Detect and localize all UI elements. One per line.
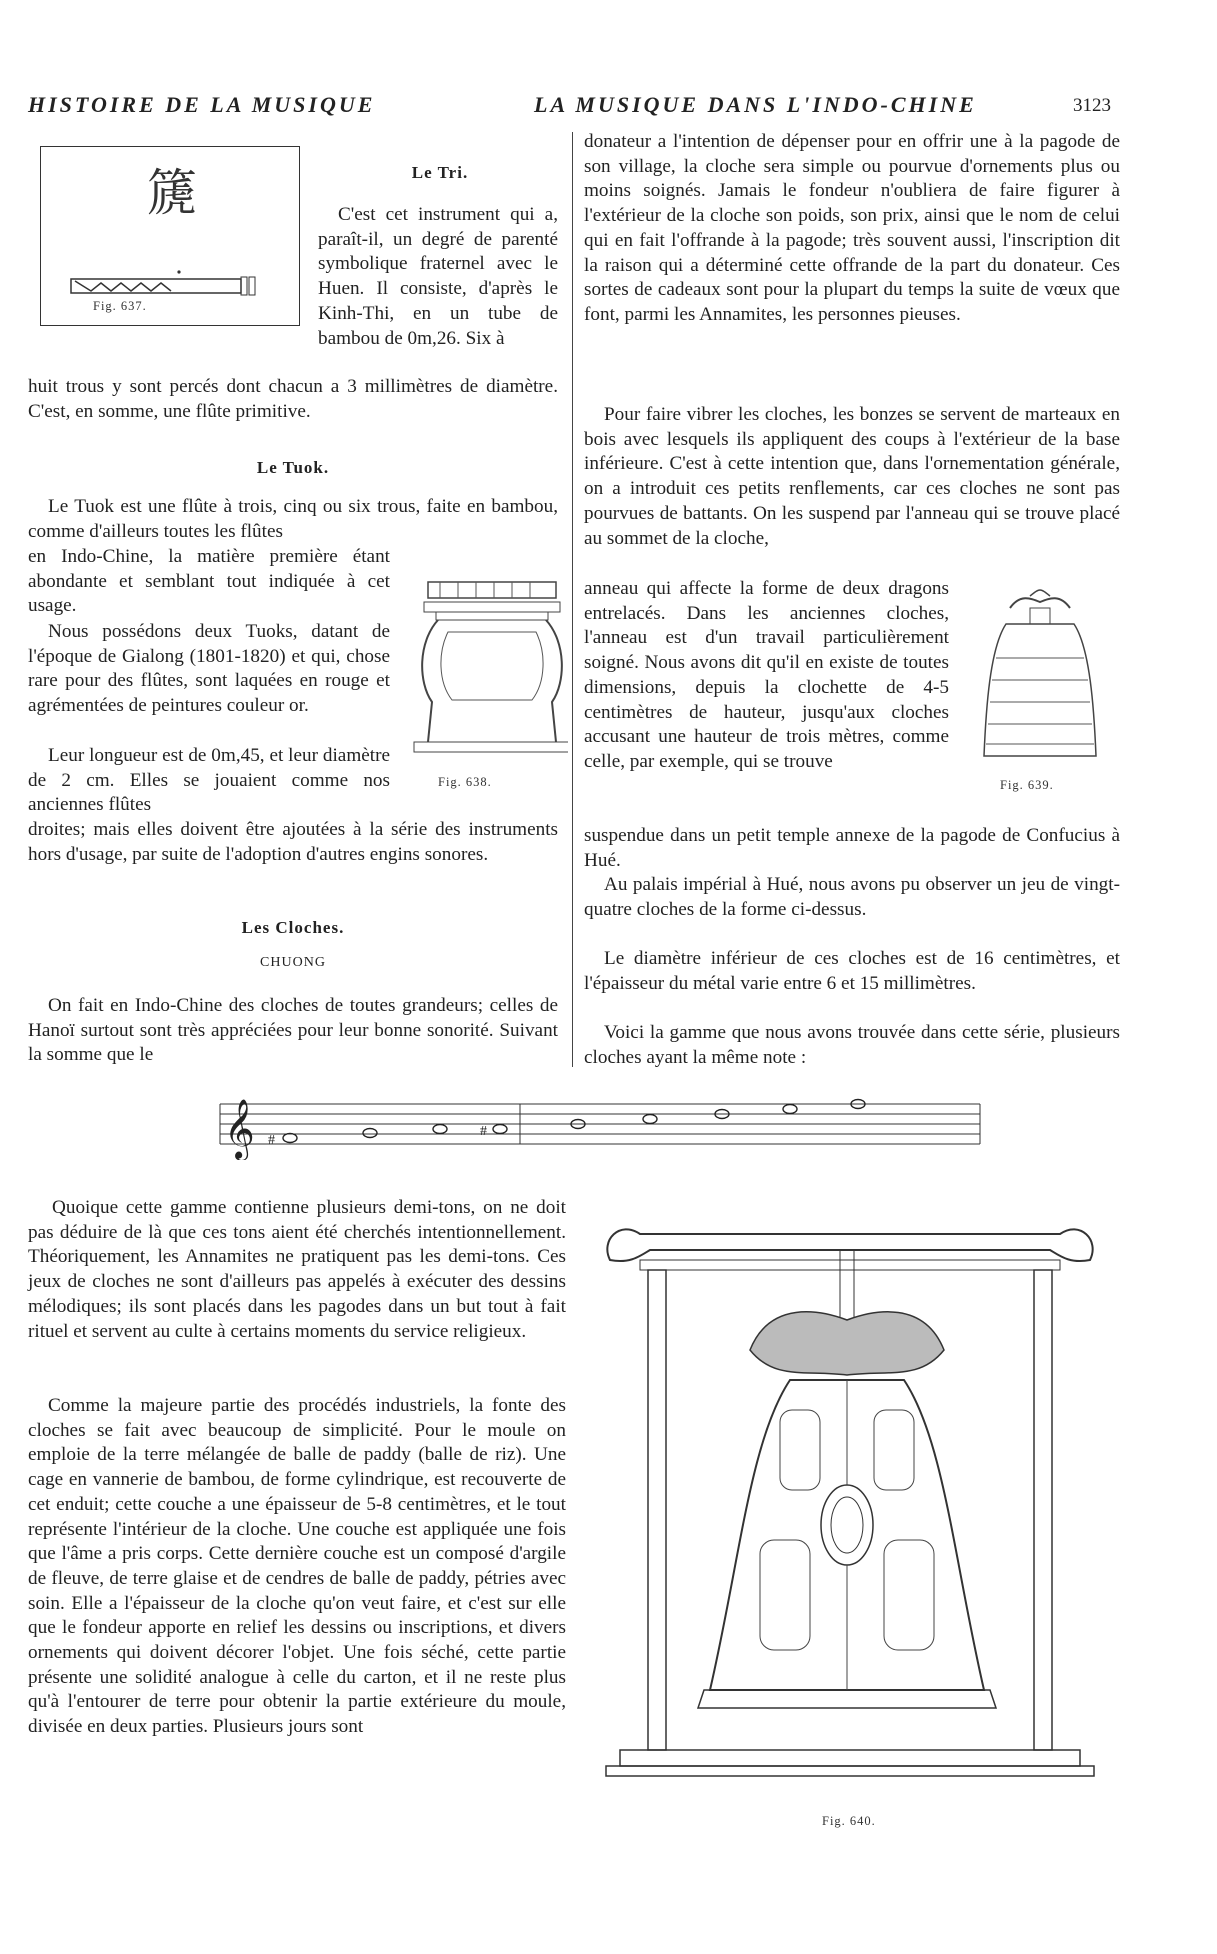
figure-639-caption: Fig. 639. [1000, 778, 1054, 792]
bottom-paragraph-1: Quoique cette gamme contienne plusieurs demi-tons, on ne doit pas déduire de là que ces tons aient été cherchés intentionnellement. Théoriquement, les Annamites ne pratiquent pas les demi-tons. Ces jeux de cloches ne sont d'ailleurs pas appelés à exécuter des dessins mélodiques; ils sont placés dans les pagodes dans un but tout à fait rituel et servent au culte à certains moments du service religieux. [28, 1197, 566, 1342]
right-paragraph-2-full: suspendue dans un petit temple annexe de la pagode de Confucius à Hué. [584, 825, 1120, 871]
running-head-left: HISTOIRE DE LA MUSIQUE [28, 92, 376, 117]
svg-text:𝄞: 𝄞 [224, 1099, 255, 1159]
bottom-paragraph-2: Comme la majeure partie des procédés industriels, la fonte des cloches se fait avec beaucoup de simplicité. Pour le moule on emploie de la terre mélangée de balle de paddy (balle de riz). Une cage en vannerie de bambou, de forme cylindrique, est recouverte de cet enduit; cette couche a une épaisseur de 5-8 centimètres, et le tout représente l'intérieur de la cloche. Une couche est appliquée une fois que l'âme a pris corps. Cette dernière couche est un composé d'argile de fleuve, de terre glaise et de cendres de balle de paddy, pétries avec soin. Elle a l'épaisseur de la cloche qu'on veut faire, et c'est sur elle que le fondeur apporte en relief les dessins ou inscriptions, et divers ornements qui doivent décorer l'objet. Une fois séché, cette partie présente une solidité analogue à celle du carton, et il ne reste plus qu'à l'entourer de terre pour obtenir la partie extérieure du moule, divisée en deux parties. Plusieurs jours sont [28, 1395, 566, 1738]
figure-638-caption: Fig. 638. [438, 775, 492, 789]
figure-639-bell [970, 588, 1110, 778]
section-title-tri: Le Tri. [411, 163, 469, 182]
figure-640-bell-frame [600, 1200, 1100, 1800]
figure-637-caption: Fig. 637. [93, 299, 147, 313]
right-paragraph-4: Le diamètre inférieur de ces cloches est de 16 centimètres, et l'épaisseur du métal varie entre 6 et 15 millimètres. [584, 948, 1120, 994]
music-scale-staff [210, 1080, 1000, 1160]
chinese-character: 篪 [147, 164, 197, 222]
right-paragraph-1: donateur a l'intention de dépenser pour en offrir une à la pagode de son village, la cloche sera simple ou pourvue d'ornements plus ou moins soignés. Jamais le fondeur n'oubliera de faire figurer à l'extérieur de la cloche son poids, son prix, ainsi que le nom de celui qui en fait l'offrande à la pagode; très souvent aussi, l'inscription dit la raison qui a déterminé cette offrande de la part du donateur. Ces sortes de cadeaux sont pour la plupart du temps la suite de vœux que font, parmi les Annamites, les personnes pieuses. [584, 131, 1120, 325]
page-number: 3123 [1073, 95, 1111, 116]
figure-637 [40, 146, 300, 326]
svg-text:#: # [480, 1124, 487, 1139]
right-paragraph-2: Pour faire vibrer les cloches, les bonzes se servent de marteaux en bois avec lesquels ils appliquent des coups à l'extérieur de la base inférieure. C'est à cette intention que, dans l'ornementation générale, on a introduit ces petits renflements, car ces cloches ne sont pas pourvues de battants. On les suspend par l'anneau qui se trouve placé au sommet de la cloche, [584, 404, 1120, 549]
column-divider [572, 132, 573, 1067]
tuok-paragraph-side-2: Nous possédons deux Tuoks, datant de l'époque de Gialong (1801-1820) et qui, chose rare pour des flûtes, sont laquées en rouge et agrémentées de peintures couleur or. [28, 621, 390, 717]
tri-paragraph-side: C'est cet instrument qui a, paraît-il, un degré de parenté symbolique fraternel avec le Huen. Il consiste, d'après le Kinh-Thi, en un tube de bambou de 0m,26. Six à [318, 204, 558, 349]
cloches-subtitle: CHUONG [260, 955, 326, 970]
tuok-paragraph-full: droites; mais elles doivent être ajoutées à la série des instruments hors d'usage, par suite de l'adoption d'autres engins sonores. [28, 819, 558, 865]
tuok-paragraph-side-3: Leur longueur est de 0m,45, et leur diamètre de 2 cm. Elles se jouaient comme nos anciennes flûtes [28, 745, 390, 816]
right-paragraph-5: Voici la gamme que nous avons trouvée dans cette série, plusieurs cloches ayant la même note : [584, 1022, 1120, 1068]
running-head-center: LA MUSIQUE DANS L'INDO-CHINE [534, 92, 977, 117]
section-title-tuok: Le Tuok. [256, 458, 330, 477]
cloches-paragraph-1: On fait en Indo-Chine des cloches de toutes grandeurs; celles de Hanoï surtout sont très appréciées pour leur bonne sonorité. Suivant la somme que le [28, 995, 558, 1066]
tuok-paragraph-top: Le Tuok est une flûte à trois, cinq ou six trous, faite en bambou, comme d'ailleurs toutes les flûtes [28, 496, 558, 542]
right-paragraph-3: Au palais impérial à Hué, nous avons pu observer un jeu de vingt-quatre cloches de la forme ci-dessus. [584, 874, 1120, 920]
right-paragraph-2-side: anneau qui affecte la forme de deux dragons entrelacés. Dans les anciennes cloches, l'anneau est d'un travail particulièrement soigné. Nous avons dit qu'il en existe de toutes dimensions, depuis la clochette de 4-5 centimètres de hauteur, jusqu'aux cloches accusant une hauteur de trois mètres, comme celle, par exemple, qui se trouve [584, 578, 949, 772]
tri-paragraph-full: huit trous y sont percés dont chacun a 3 millimètres de diamètre. C'est, en somme, une flûte primitive. [28, 376, 558, 422]
tuok-paragraph-side: en Indo-Chine, la matière première étant abondante et semblant tout indiquée à cet usage. [28, 546, 390, 617]
figure-638-flute-stand [408, 572, 568, 762]
figure-640-caption: Fig. 640. [822, 1814, 876, 1828]
svg-text:#: # [268, 1133, 275, 1148]
section-title-cloches: Les Cloches. [241, 918, 345, 937]
